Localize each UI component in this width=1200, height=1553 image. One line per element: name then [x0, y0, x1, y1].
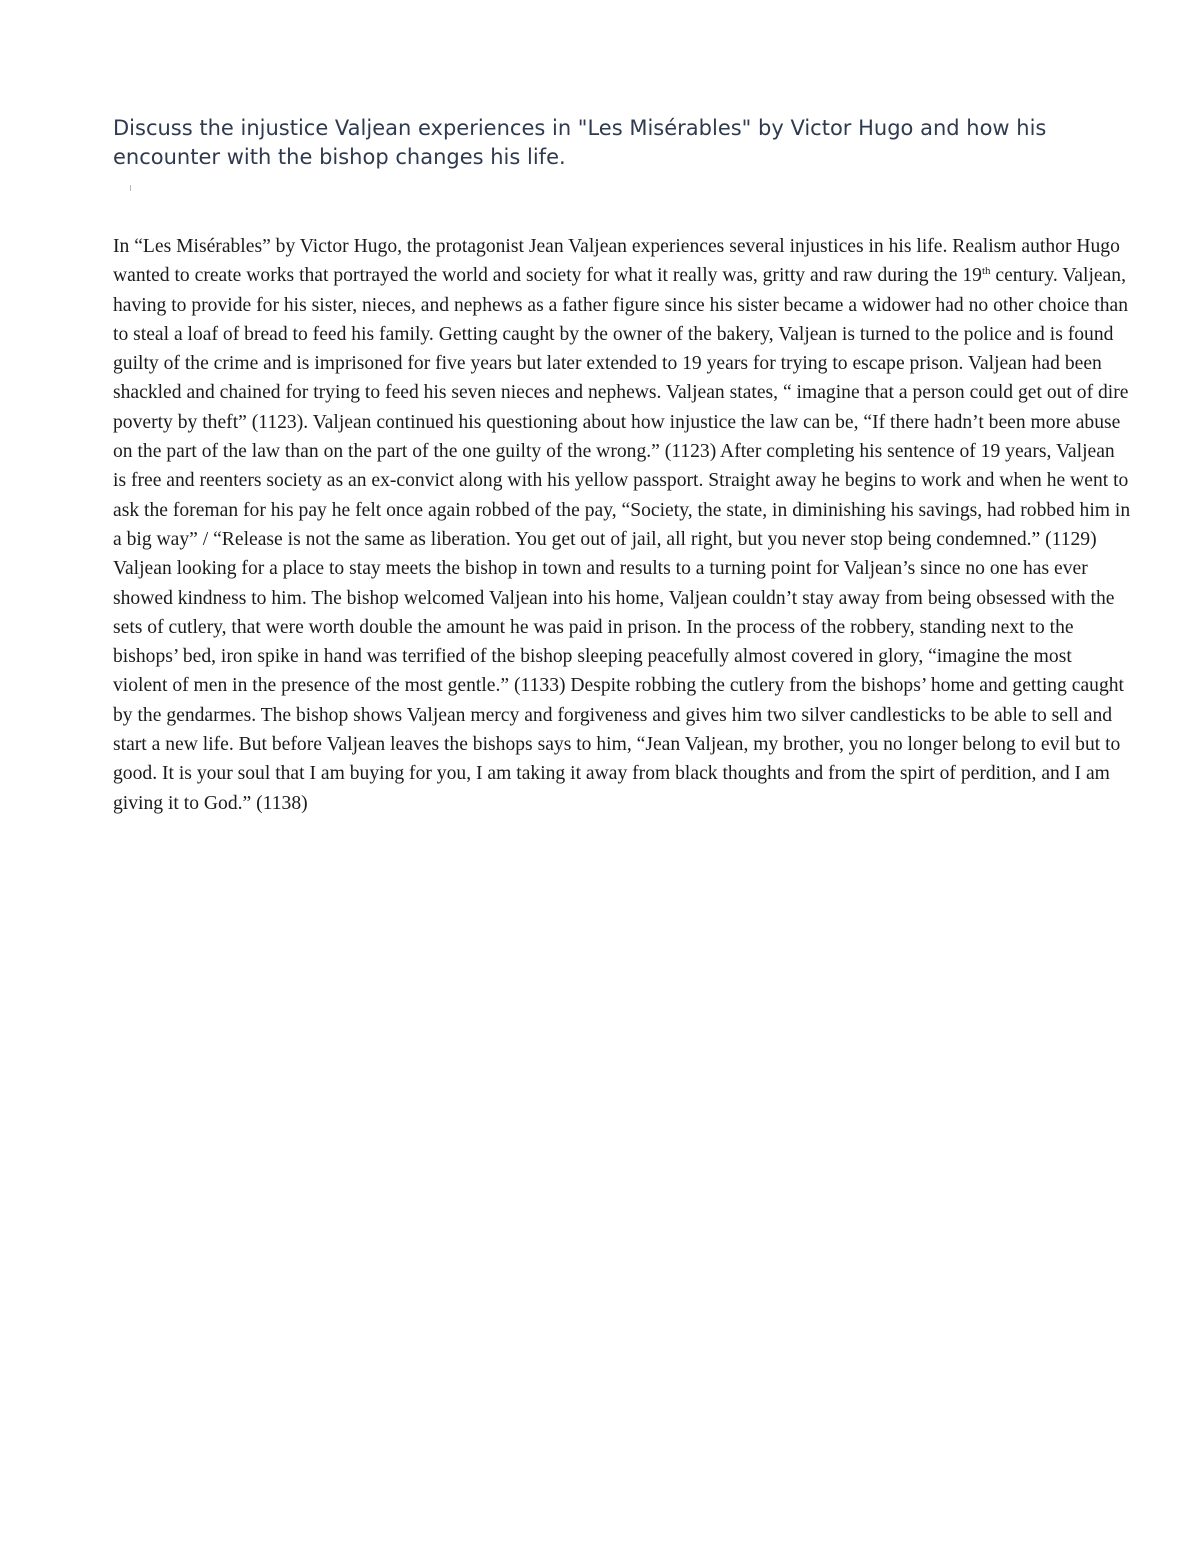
essay-text-part-1: In “Les Misérables” by Victor Hugo, the protagonist Jean Valjean experiences several injustices in his life. Realism author Hugo wanted to create works that portrayed the world and society for what it really was, gritty and raw during the 19 — [113, 236, 1120, 287]
document-title: Discuss the injustice Valjean experiences in "Les Misérables" by Victor Hugo and how his encounter with the bishop changes his life. — [113, 116, 1047, 169]
essay-text-part-2: century. Valjean, having to provide for his sister, nieces, and nephews as a father figure since his sister became a widower had no other choice than to steal a loaf of bread to feed his family. Getting caught by the owner of the bakery, Valjean is turned to the police and is found guilty of the crime and is imprisoned for five years but later extended to 19 years for trying to escape prison. Valjean had been shackled and chained for trying to feed his seven nieces and nephews. Valjean states, “ imagine that a person could get out of dire poverty by theft” (1123). Valjean continued his questioning about how injustice the law can be, “If there hadn’t been more abuse on the part of the law than on the part of the one guilty of the wrong.” (1123) After completing his sentence of 19 years, Valjean is free and reenters society as an ex-convict along with his yellow passport. Straight away he begins to work and when he went to ask the foreman for his pay he felt once again robbed of the pay, “Society, the state, in diminishing his savings, had robbed him in a big way” / “Release is not the same as liberation. You get out of jail, all right, but you never stop being condemned.” (1129) Valjean looking for a place to stay meets the bishop in town and results to a turning point for Valjean’s since no one has ever showed kindness to him. The bishop welcomed Valjean into his home, Valjean couldn’t stay away from being obsessed with the sets of cutlery, that were worth double the amount he was paid in prison. In the process of the robbery, standing next to the bishops’ bed, iron spike in hand was terrified of the bishop sleeping peacefully almost covered in glory, “imagine the most violent of men in the presence of the most gentle.” (1133) Despite robbing the cutlery from the bishops’ home and getting caught by the gendarmes. The bishop shows Valjean mercy and forgiveness and gives him two silver candlesticks to be able to sell and start a new life. But before Valjean leaves the bishops says to him, “Jean Valjean, my brother, you no longer belong to evil but to good. It is your soul that I am buying for you, I am taking it away from black thoughts and from the spirt of perdition, and I am giving it to God.” (1138) — [113, 265, 1131, 814]
cursor-mark — [130, 185, 131, 191]
essay-paragraph — [113, 232, 1131, 818]
ordinal-superscript: th — [981, 265, 991, 278]
